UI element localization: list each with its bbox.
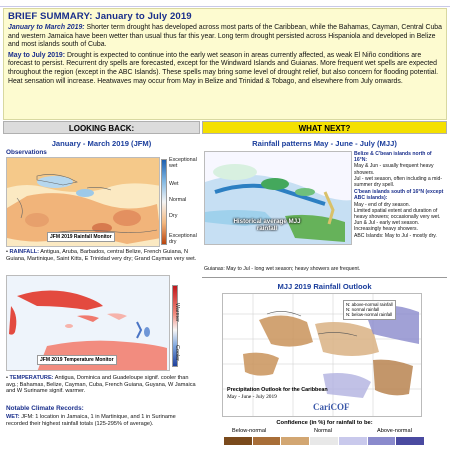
confidence-scale xyxy=(224,437,424,445)
note-belize-2: Jul - wet season, often including a mid-summer dry spell. xyxy=(354,175,443,189)
mjj-title: Rainfall patterns May - June - July (MJJ) xyxy=(252,139,397,148)
note-cbean-2: Limited spatial extent and duration of heavy showers; occasionally very wet. xyxy=(354,207,441,221)
records-title: Notable Climate Records: xyxy=(6,405,84,412)
summary-p1-lead: January to March 2019: xyxy=(8,24,85,31)
summary-box xyxy=(3,8,447,120)
confidence-below-swatch-2 xyxy=(253,437,281,445)
what-next-header: WHAT NEXT? xyxy=(202,121,447,134)
temp-map-caption: JFM 2019 Temperature Monitor xyxy=(37,355,117,365)
outlook-caption-2: May - June - July 2019 xyxy=(227,393,277,400)
legend-wet: Wet xyxy=(169,181,179,187)
summary-p1-text: Shorter term drought has developed across most parts of the Caribbean, while the Bahamas, Cayman, Central Cuba and western Jamaica have been wetter than usual thus far this year. Long term drought persisted across Hispaniola and developed in Belize and most islands south of Cuba. xyxy=(8,24,442,49)
rainfall-legend-bar xyxy=(161,159,167,245)
wet-record-text xyxy=(6,414,197,427)
guianas-note: Guianas: May to Jul - long wet season; heavy showers are frequent. xyxy=(204,266,361,272)
confidence-above-swatch-2 xyxy=(368,437,396,445)
confidence-above-label: Above-normal xyxy=(377,428,412,434)
jfm-title: January - March 2019 (JFM) xyxy=(51,139,152,148)
note-cbean-head: C'bean islands south of 16°N (except ABC islands): xyxy=(354,189,444,202)
what-next-panel xyxy=(202,135,447,450)
rainfall-monitor-map xyxy=(6,157,160,247)
summary-paragraph-1 xyxy=(8,24,442,50)
note-abc: ABC Islands: May to Jul - mostly dry. xyxy=(354,232,437,239)
summary-paragraph-2 xyxy=(8,52,442,86)
confidence-normal-label: Normal xyxy=(314,428,333,434)
temperature-label: TEMPERATURE: xyxy=(9,375,54,381)
outlook-caption-1: Precipitation Outlook for the Caribbean xyxy=(227,387,328,393)
temperature-body: Antigua, Dominica and Guadeloupe signif. cooler than avg.; Bahamas, Belize, Cayman, Cuba, French Guiana, Guyana, W Jamaica and W Suriname signif. warmer. xyxy=(6,375,196,395)
legend-exceptional-wet: Exceptional wet xyxy=(169,157,197,169)
confidence-below-label: Below-normal xyxy=(232,428,267,434)
looking-back-header: LOOKING BACK: xyxy=(3,121,200,134)
outlook-map xyxy=(222,293,422,417)
rainfall-body: Antigua, Aruba, Barbados, central Belize, French Guiana, N Guiana, Martinique, Saint Kitts, E Trinidad very dry; Grand Cayman very wet. xyxy=(6,249,197,262)
note-belize-head: Belize & C'bean islands north of 16°N: xyxy=(354,151,432,164)
outlook-legend-above: N: above-normal rainfall xyxy=(346,302,393,307)
confidence-title: Confidence (in %) for rainfall to be: xyxy=(276,420,373,426)
wet-label: WET: xyxy=(6,414,20,420)
confidence-above-swatch-1 xyxy=(339,437,367,445)
confidence-below-swatch-3 xyxy=(224,437,252,445)
note-belize-1: May & Jun - usually frequent heavy showers. xyxy=(354,163,434,176)
mjj-notes xyxy=(354,151,446,239)
rainfall-label: RAINFALL: xyxy=(9,249,40,255)
note-cbean-1: May - end of dry season. xyxy=(354,201,411,208)
summary-p2-lead: May to July 2019: xyxy=(8,51,66,59)
caricof-logo: CariCOF xyxy=(313,402,350,412)
outlook-legend-normal: N: normal rainfall xyxy=(346,307,380,313)
outlook-legend-below: N: below-normal rainfall xyxy=(346,312,393,318)
temperature-text: • TEMPERATURE: Antigua, Dominica and Guadeloupe signif. cooler than avg.; Bahamas, Belize, Cayman, Cuba, French Guiana, Guyana, W Jamaica and W Suriname signif. warmer. xyxy=(6,375,196,395)
confidence-above-swatch-3 xyxy=(396,437,424,445)
legend-dry: Dry xyxy=(169,213,178,219)
wet-body: JFM: 1 location in Jamaica, 1 in Martinique, and 1 in Suriname recorded their highest rainfall totals (125-295% of average). xyxy=(6,414,176,427)
legend-exceptional-dry: Exceptional dry xyxy=(169,233,197,245)
historical-map-caption: Historical average MJJ rainfall xyxy=(233,218,301,232)
legend-cooler: Cooler xyxy=(174,345,180,361)
legend-warmer: Warmer xyxy=(174,303,180,322)
legend-normal: Normal xyxy=(169,197,187,203)
outlook-caption xyxy=(227,387,328,400)
observations-label: Observations xyxy=(6,149,47,156)
rain-map-caption: JFM 2019 Rainfall Monitor xyxy=(47,232,115,242)
historical-rainfall-map xyxy=(204,151,352,245)
summary-title: BRIEF SUMMARY: January to July 2019 xyxy=(8,11,192,22)
outlook-title: MJJ 2019 Rainfall Outlook xyxy=(277,282,372,291)
confidence-normal-swatch xyxy=(310,437,338,445)
note-cbean-3: Jun & Jul - early wet season. Increasingly heavy showers. xyxy=(354,220,420,233)
temperature-monitor-map xyxy=(6,275,170,371)
confidence-labels xyxy=(232,428,432,435)
rainfall-text: • RAINFALL: Antigua, Aruba, Barbados, central Belize, French Guiana, N Guiana, Martinique, Saint Kitts, E Trinidad very dry; Grand Cayman very wet. xyxy=(6,249,197,262)
looking-back-panel xyxy=(3,135,200,450)
confidence-below-swatch-1 xyxy=(281,437,309,445)
top-strip xyxy=(0,0,450,7)
summary-p2-text: Drought is expected to continue into the early wet season in areas currently affected, as weak El Niño conditions are forecast to persist. Recurrent dry spells are forecasted, except for the Windward Islands and Guianas. More frequent wet spells are expected throughout the region (except in the ABC Islands). These spells may bring some level of drought relief, but also concern for flooding potential. Heat sensation will increase. Heatwaves may occur from May in Belize and Trinidad & Tobago, and elsewhere from July onwards. xyxy=(8,51,439,85)
outlook-legend xyxy=(343,300,396,320)
